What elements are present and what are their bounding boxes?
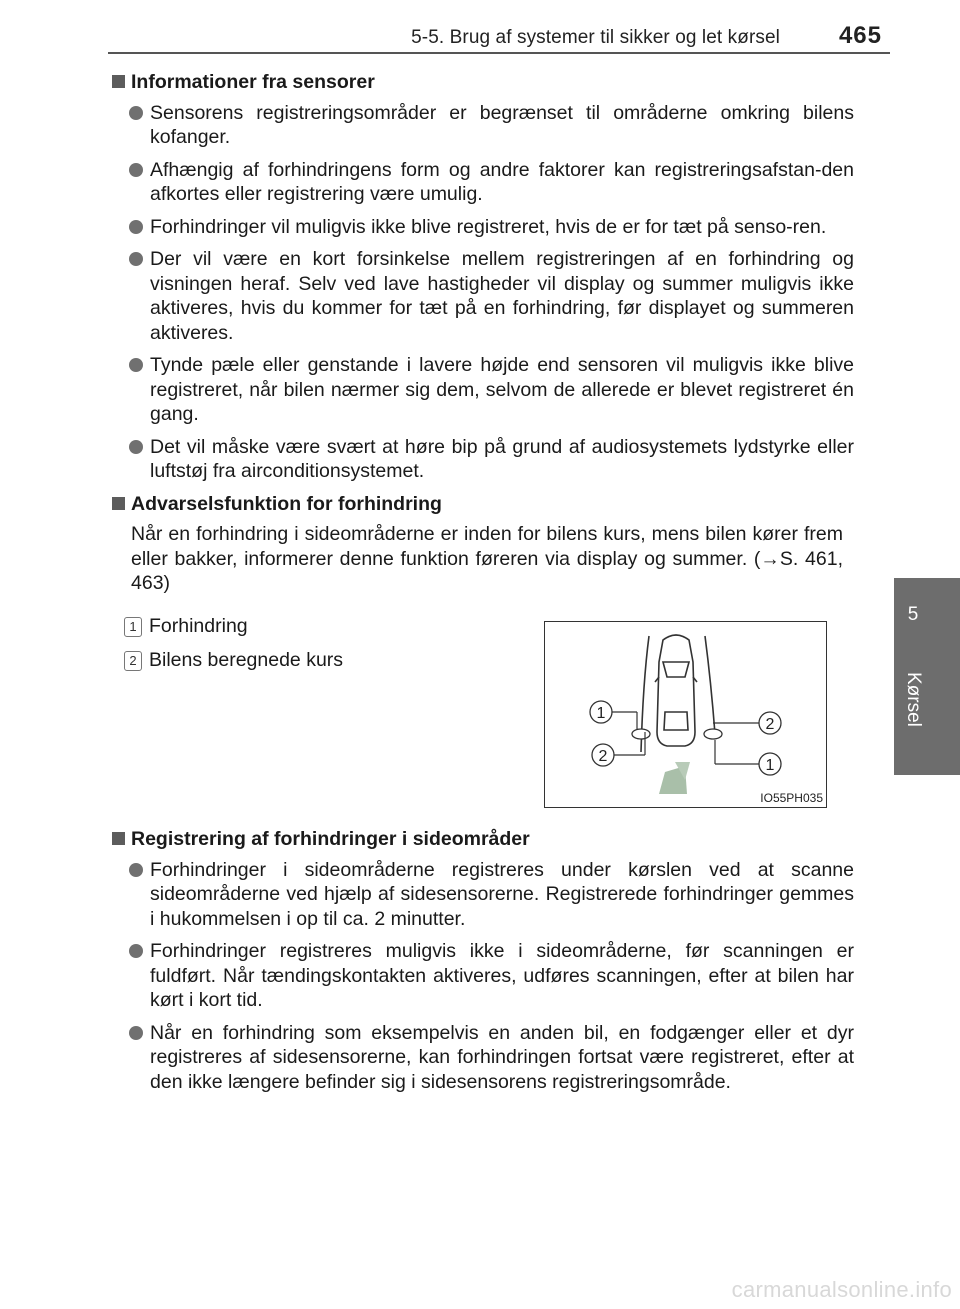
arrow-icon <box>659 762 690 794</box>
page-number: 465 <box>838 22 882 49</box>
circle-bullet-icon <box>129 1026 143 1040</box>
chapter-tab <box>894 578 960 775</box>
chapter-label: Kørsel <box>903 672 924 727</box>
number-badge: 2 <box>124 651 142 671</box>
circle-bullet-icon <box>129 106 143 120</box>
legend-item: 1 Forhindring <box>112 615 512 649</box>
square-bullet-icon <box>112 75 125 88</box>
circle-bullet-icon <box>129 944 143 958</box>
car-diagram <box>545 622 826 807</box>
section-heading: Informationer fra sensorer <box>112 70 854 95</box>
circle-bullet-icon <box>129 220 143 234</box>
car-top-view-icon <box>655 635 697 746</box>
section-title: 5-5. Brug af systemer til sikker og let kørsel <box>411 27 780 48</box>
section-heading: Registrering af forhindringer i sideområder <box>112 827 854 852</box>
list-item: Afhængig af forhindringens form og andre faktorer kan registreringsafstan-den afkortes eller registrering være umulig. <box>112 158 854 207</box>
watermark: carmanualsonline.info <box>731 1277 952 1302</box>
list-item: Sensorens registreringsområder er begrænset til områderne omkring bilens kofanger. <box>112 101 854 150</box>
section-side-detection <box>112 827 854 1102</box>
list-item: Forhindringer vil muligvis ikke blive registreret, hvis de er for tæt på senso-ren. <box>112 215 854 240</box>
circle-bullet-icon <box>129 252 143 266</box>
square-bullet-icon <box>112 497 125 510</box>
section-sensor-info <box>112 70 854 600</box>
number-badge: 1 <box>124 617 142 637</box>
callout-label: 1 <box>596 705 606 722</box>
car-diagram-figure <box>544 621 827 808</box>
list-item: Tynde pæle eller genstande i lavere højde end sensoren vil muligvis ikke blive registreret, når bilen nærmer sig dem, selvom de allerede er blevet registreret én gang. <box>112 353 854 427</box>
list-item: Der vil være en kort forsinkelse mellem registreringen af en forhindring og visningen heraf. Selv ved lave hastigheder vil display og summer muligvis ikke aktiveres, hvis du kommer for tæt på en forhindring, før displayet og summeren aktiveres. <box>112 247 854 345</box>
chapter-number: 5 <box>907 604 919 625</box>
section-heading: Advarselsfunktion for forhindring <box>112 492 854 517</box>
list-item: Når en forhindring som eksempelvis en anden bil, en fodgænger eller et dyr registreres af sidesensorerne, kan forhindringen fortsat være registreret, efter at den ikke længere befinder sig i sidesensorens registreringsområde. <box>112 1021 854 1095</box>
list-item: Forhindringer registreres muligvis ikke i sideområderne, før scanningen er fuldført. Når tændingskontakten aktiveres, udføres scanningen, efter at bilen har kørt i kort tid. <box>112 939 854 1013</box>
circle-bullet-icon <box>129 440 143 454</box>
page-header <box>108 0 890 54</box>
callout-label: 1 <box>765 757 775 774</box>
list-item: Det vil måske være svært at høre bip på grund af audiosystemets lydstyrke eller luftstøj fra airconditionsystemet. <box>112 435 854 484</box>
list-item: Forhindringer i sideområderne registreres under kørslen ved at scanne sideområderne ved hjælp af sidesensorerne. Registrerede forhindringer gemmes i hukommelsen i op til ca. 2 minutter. <box>112 858 854 932</box>
paragraph: Når en forhindring i sideområderne er inden for bilens kurs, mens bilen kører frem eller bakker, informerer denne funktion føreren via display og summer. (→S. 461, 463) <box>131 523 843 594</box>
callout-label: 2 <box>765 716 775 733</box>
circle-bullet-icon <box>129 163 143 177</box>
figure-legend <box>112 615 512 683</box>
trajectory-line <box>705 636 715 734</box>
callout-label: 2 <box>598 748 608 765</box>
figure-code: IO55PH035 <box>760 791 823 805</box>
circle-bullet-icon <box>129 358 143 372</box>
circle-bullet-icon <box>129 863 143 877</box>
legend-item: 2 Bilens beregnede kurs <box>112 649 512 683</box>
square-bullet-icon <box>112 832 125 845</box>
